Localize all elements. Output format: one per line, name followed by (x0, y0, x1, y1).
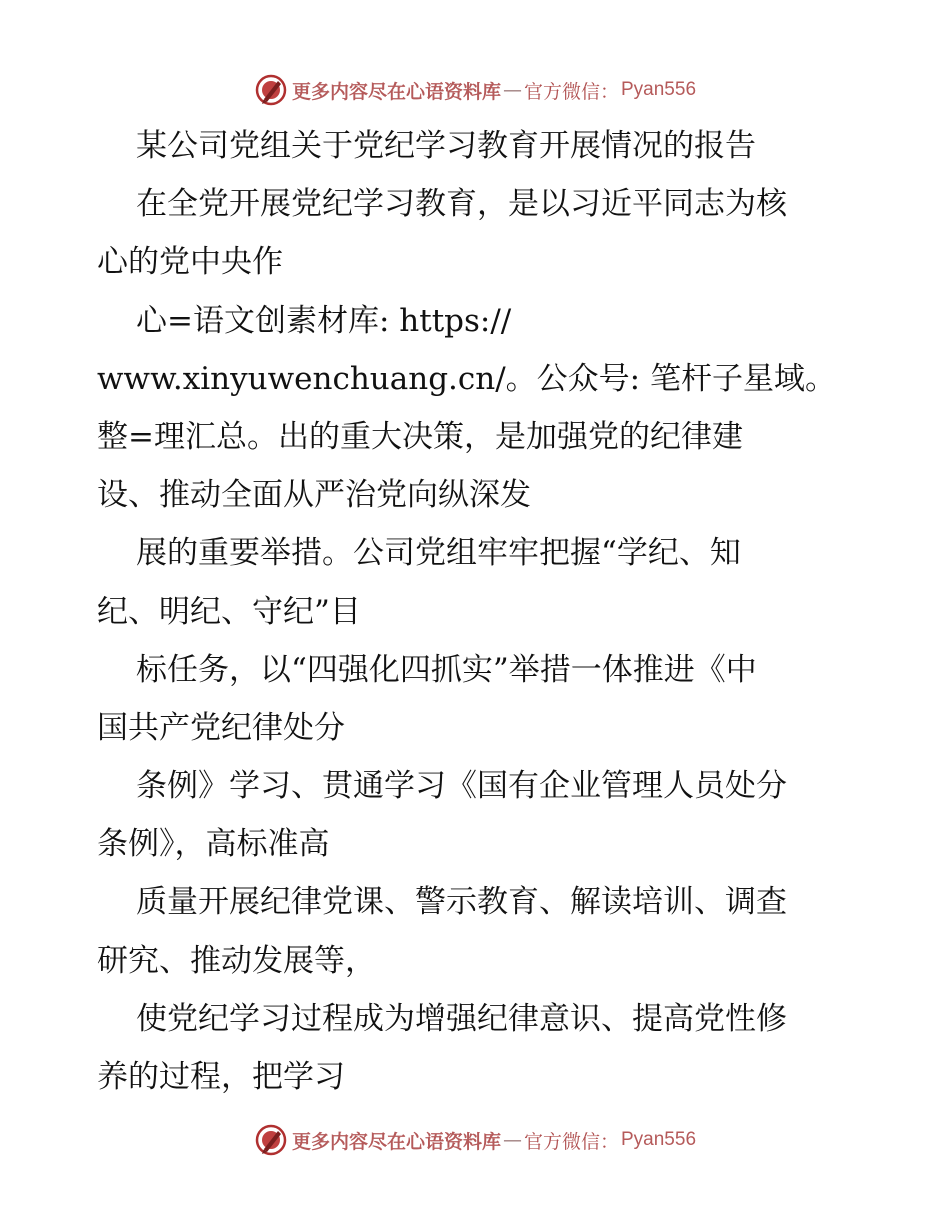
document-line: 使党纪学习过程成为增强纪律意识、提高党性修 (136, 1000, 787, 1037)
watermark-dash: — (502, 1129, 522, 1151)
watermark-wechat-id: Pyan556 (621, 79, 697, 100)
document-line: 展的重要举措。公司党组牢牢把握“学纪、知 (136, 535, 741, 572)
watermark-wechat-id: Pyan556 (621, 1129, 697, 1150)
document-line: 养的过程，把学习 (97, 1059, 345, 1095)
pen-logo-icon (254, 1123, 288, 1157)
document-body (97, 117, 867, 1106)
footer-watermark (0, 1120, 950, 1160)
document-line: 标任务，以“四强化四抓实”举措一体推进《中 (136, 651, 757, 688)
watermark-dash: — (502, 79, 522, 101)
pen-logo-icon (254, 73, 288, 107)
watermark-wechat-label: 官方微信： (523, 80, 619, 103)
document-line: 心=语文创素材库: https:// (136, 302, 512, 339)
document-line: 整=理汇总。出的重大决策，是加强党的纪律建 (97, 418, 743, 455)
document-line: 在全党开展党纪学习教育，是以习近平同志为核 (136, 186, 787, 223)
document-line: 质量开展纪律党课、警示教育、解读培训、调查 (136, 884, 787, 921)
document-line: 条例》，高标准高 (97, 826, 330, 863)
document-line: 研究、推动发展等， (97, 942, 376, 979)
document-line: 国共产党纪律处分 (97, 709, 345, 746)
header-watermark (0, 70, 950, 110)
document-line: www.xinyuwenchuang.cn/。公众号: 笔杆子星域。 (97, 360, 836, 397)
document-line: 某公司党组关于党纪学习教育开展情况的报告 (136, 128, 756, 164)
document-line: 纪、明纪、守纪”目 (97, 593, 361, 630)
document-line: 条例》学习、贯通学习《国有企业管理人员处分 (136, 768, 787, 805)
document-line: 设、推动全面从严治党向纵深发 (97, 477, 531, 514)
document-line: 心的党中央作 (97, 244, 283, 281)
watermark-brand-text: 更多内容尽在心语资料库 (291, 1130, 501, 1153)
watermark-wechat-label: 官方微信： (523, 1130, 619, 1153)
watermark-brand-text: 更多内容尽在心语资料库 (291, 80, 501, 103)
